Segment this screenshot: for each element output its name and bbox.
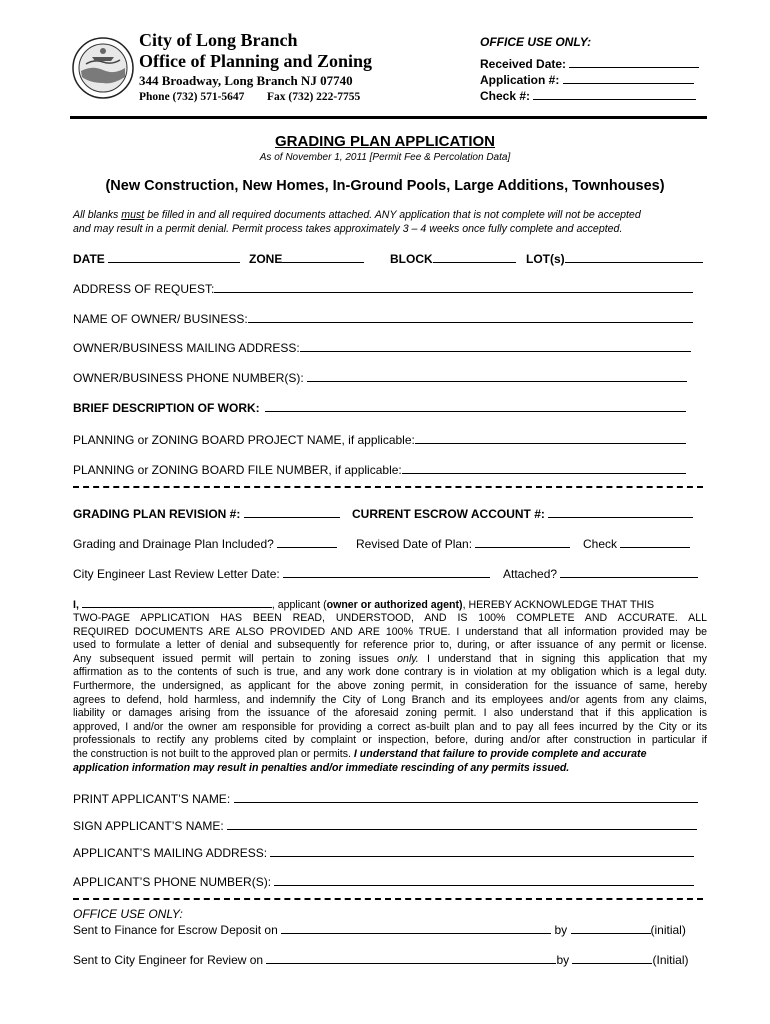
- sign-applicant-name-label: SIGN APPLICANT’S NAME:: [73, 819, 224, 833]
- office-use-title: OFFICE USE ONLY:: [480, 35, 592, 49]
- drainage-plan-line[interactable]: [277, 536, 337, 548]
- applicant-mailing-address-label: APPLICANT’S MAILING ADDRESS:: [73, 846, 268, 860]
- finance-sent-date-line[interactable]: [281, 922, 551, 934]
- sign-applicant-name-field[interactable]: [73, 818, 697, 833]
- ack-i: I,: [73, 599, 79, 611]
- owner-name-field[interactable]: [73, 311, 693, 326]
- owner-mailing-address-field[interactable]: [73, 340, 691, 355]
- address-of-request-label: ADDRESS OF REQUEST:: [73, 282, 215, 296]
- print-applicant-name-field[interactable]: [73, 791, 698, 806]
- section-divider: [73, 898, 703, 900]
- revised-date-label: Revised Date of Plan:: [356, 537, 473, 551]
- work-description-label: BRIEF DESCRIPTION OF WORK:: [73, 401, 260, 415]
- engineer-review-date-field[interactable]: [73, 566, 490, 581]
- revised-date-field[interactable]: [356, 536, 570, 551]
- engineer-sent-label: Sent to City Engineer for Review on: [73, 953, 264, 967]
- applicant-phone-field[interactable]: [73, 874, 694, 889]
- applicant-mailing-address-line[interactable]: [270, 845, 694, 857]
- application-number-label: Application #:: [480, 73, 560, 87]
- org-name: City of Long Branch: [139, 30, 298, 50]
- document-subtitle: As of November 1, 2011 [Permit Fee & Percolation Data]: [259, 152, 511, 163]
- office-name: Office of Planning and Zoning: [139, 51, 373, 71]
- ack-line: approved, I and/or the owner am responsible for providing a correct as-built plan and to pay all fees incurred by the City or its: [73, 720, 707, 733]
- ack-line-1: I, , applicant (owner or authorized agent), HEREBY ACKNOWLEDGE THAT THIS: [73, 599, 655, 611]
- ack-line: used to formulate a letter of denial and subsequently for reference prior to, during, or after issuance of any permit or license.: [73, 639, 707, 652]
- lots-line[interactable]: [565, 251, 703, 263]
- notice-line-1: All blanks must be filled in and all required documents attached. ANY application that is not complete will not be accepted: [73, 209, 641, 221]
- check-label: Check: [583, 537, 618, 551]
- owner-phone-line[interactable]: [307, 370, 687, 382]
- ack-body: [73, 612, 707, 775]
- block-label: BLOCK: [390, 252, 433, 266]
- owner-mailing-address-label: OWNER/BUSINESS MAILING ADDRESS:: [73, 341, 300, 355]
- ack-line: liability or damages arising from the issuance of the aforesaid zoning permit. I also understand that if this application is: [73, 707, 707, 720]
- engineer-initial-line[interactable]: [572, 952, 652, 964]
- ack-line-only: Any subsequent issued permit will pertain to zoning issues only. I understand that in signing this application that my: [73, 652, 707, 665]
- check-number-field[interactable]: [480, 88, 696, 103]
- document-title: GRADING PLAN APPLICATION: [275, 133, 495, 150]
- revised-date-line[interactable]: [475, 536, 570, 548]
- finance-initial-line[interactable]: [571, 922, 651, 934]
- revision-number-field[interactable]: [73, 506, 340, 521]
- office-phone: Phone (732) 571-5647: [139, 91, 245, 103]
- application-number-field[interactable]: [480, 72, 694, 87]
- engineer-sent-field[interactable]: [73, 952, 689, 967]
- received-date-label: Received Date:: [480, 57, 567, 71]
- check-number-label: Check #:: [480, 89, 531, 103]
- revision-number-label: GRADING PLAN REVISION #:: [73, 507, 241, 521]
- drainage-plan-label: Grading and Drainage Plan Included?: [73, 537, 274, 551]
- notice-line-2: and may result in a permit denial. Permit process takes approximately 3 – 4 weeks once fully complete and accepted.: [73, 223, 623, 235]
- attached-label: Attached?: [503, 567, 558, 581]
- construction-scope: (New Construction, New Homes, In-Ground Pools, Large Additions, Townhouses): [105, 178, 665, 194]
- date-field[interactable]: [73, 251, 240, 266]
- attached-field[interactable]: [503, 566, 698, 581]
- escrow-account-line[interactable]: [548, 506, 693, 518]
- date-label: DATE: [73, 252, 105, 266]
- revision-number-line[interactable]: [244, 506, 340, 518]
- zone-field[interactable]: [249, 251, 364, 266]
- ack-line: Furthermore, the undersigned, as applicant for the above zoning permit, in consideration for the issuance of same, hereby: [73, 679, 707, 692]
- finance-sent-field[interactable]: [73, 922, 686, 937]
- check-line[interactable]: [620, 536, 690, 548]
- address-of-request-field[interactable]: [73, 281, 693, 296]
- engineer-initial-label: (Initial): [652, 953, 689, 967]
- work-description-field[interactable]: [73, 400, 686, 415]
- ack-warning: I understand that failure to provide complete and accurate: [353, 747, 647, 760]
- escrow-account-label: CURRENT ESCROW ACCOUNT #:: [352, 507, 545, 521]
- ack-warning-2: application information may result in penalties and/or immediate rescinding of any permits issued.: [73, 761, 570, 774]
- office-address: 344 Broadway, Long Branch NJ 07740: [139, 73, 353, 88]
- ack-line: REQUIRED DOCUMENTS ARE ALSO PROVIDED AND ARE 100% TRUE. I understand that all information provided may be: [73, 625, 707, 638]
- owner-name-line[interactable]: [248, 311, 693, 323]
- zone-label: ZONE: [249, 252, 283, 266]
- application-number-line[interactable]: [563, 72, 694, 84]
- city-seal-logo: [72, 37, 134, 99]
- engineer-by-label: by: [556, 953, 570, 967]
- applicant-phone-line[interactable]: [274, 874, 694, 886]
- ack-line: professionals to rectify any problems cited by complaint or inspection, before, during and/or after construction in particular if: [73, 734, 707, 747]
- applicant-mailing-address-field[interactable]: [73, 845, 694, 860]
- owner-or-agent: owner or authorized agent): [326, 599, 463, 611]
- office-use-bottom-title: OFFICE USE ONLY:: [73, 907, 183, 921]
- section-divider: [73, 486, 703, 488]
- project-name-field[interactable]: [73, 432, 686, 447]
- ack-line: agrees to defend, hold harmless, and indemnify the City of Long Branch and its employees and/or agents from any claims,: [73, 693, 707, 706]
- print-applicant-name-line[interactable]: [234, 791, 698, 803]
- notice-must: must: [121, 209, 145, 221]
- engineer-review-date-label: City Engineer Last Review Letter Date:: [73, 567, 280, 581]
- owner-name-label: NAME OF OWNER/ BUSINESS:: [73, 312, 248, 326]
- sign-applicant-name-line[interactable]: [227, 818, 697, 830]
- lots-label: LOT(s): [526, 252, 565, 266]
- date-line[interactable]: [108, 251, 240, 263]
- ack-line-final: the construction is not built to the approved plan or permits. I understand that failure to provide complete and accurate: [73, 747, 647, 760]
- owner-mailing-address-line[interactable]: [300, 340, 691, 352]
- file-number-field[interactable]: [73, 462, 686, 477]
- lots-field[interactable]: [526, 251, 703, 266]
- file-number-line[interactable]: [402, 462, 686, 474]
- engineer-sent-date-line[interactable]: [266, 952, 556, 964]
- finance-by-label: by: [554, 923, 568, 937]
- print-applicant-name-label: PRINT APPLICANT’S NAME:: [73, 792, 231, 806]
- ack-line: TWO-PAGE APPLICATION HAS BEEN READ, UNDERSTOOD, AND IS 100% COMPLETE AND ACCURATE. ALL: [73, 612, 707, 624]
- project-name-line[interactable]: [415, 432, 686, 444]
- received-date-line[interactable]: [569, 56, 699, 68]
- work-description-line[interactable]: [265, 400, 686, 412]
- zone-line[interactable]: [282, 251, 364, 263]
- block-field[interactable]: [390, 251, 516, 266]
- received-date-field[interactable]: [480, 56, 699, 71]
- ack-line: affirmation as to the contents of such is true, and any work done contrary is in violation at my obligation which is a legal duty.: [73, 666, 707, 679]
- check-number-line[interactable]: [533, 88, 696, 100]
- finance-sent-label: Sent to Finance for Escrow Deposit on: [73, 923, 278, 937]
- owner-phone-label: OWNER/BUSINESS PHONE NUMBER(S):: [73, 371, 304, 385]
- finance-initial-label: (initial): [650, 923, 686, 937]
- block-line[interactable]: [433, 251, 516, 263]
- applicant-phone-label: APPLICANT’S PHONE NUMBER(S):: [73, 875, 272, 889]
- office-fax: Fax (732) 222-7755: [267, 91, 361, 103]
- applicant-name-line[interactable]: [82, 598, 272, 608]
- owner-phone-field[interactable]: [73, 370, 687, 385]
- attached-line[interactable]: [560, 566, 698, 578]
- engineer-review-date-line[interactable]: [283, 566, 490, 578]
- check-field[interactable]: [583, 536, 690, 551]
- escrow-account-field[interactable]: [352, 506, 693, 521]
- project-name-label: PLANNING or ZONING BOARD PROJECT NAME, if applicable:: [73, 433, 415, 447]
- header-rule: [70, 116, 707, 119]
- file-number-label: PLANNING or ZONING BOARD FILE NUMBER, if applicable:: [73, 463, 402, 477]
- address-of-request-line[interactable]: [214, 281, 693, 293]
- drainage-plan-field[interactable]: [73, 536, 337, 551]
